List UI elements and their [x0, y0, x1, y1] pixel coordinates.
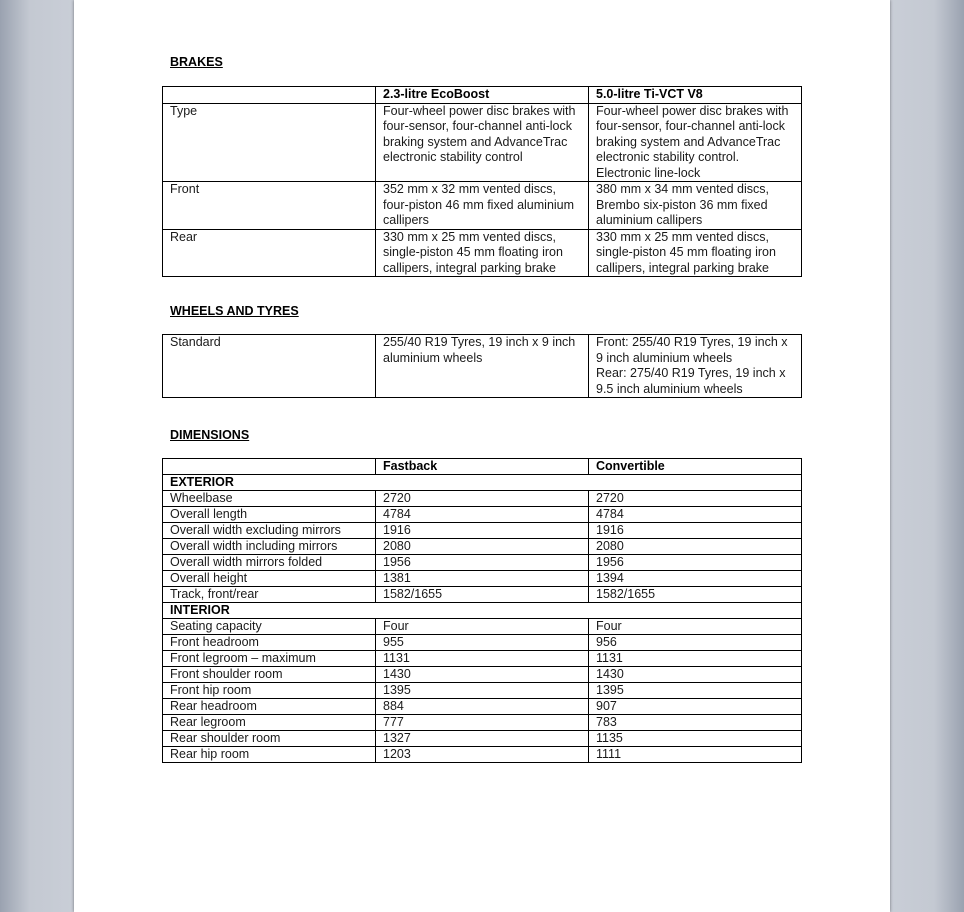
- row-label: Overall width excluding mirrors: [163, 523, 376, 539]
- table-row: [163, 571, 802, 587]
- section-label: EXTERIOR: [163, 475, 802, 491]
- dimensions-header-cell: Convertible: [589, 459, 802, 475]
- table-row: [163, 229, 802, 277]
- table-cell: 1394: [589, 571, 802, 587]
- table-cell: Four-wheel power disc brakes with four-sensor, four-channel anti-lock braking system and AdvanceTrac electronic stability control: [376, 103, 589, 182]
- table-row: [163, 491, 802, 507]
- table-row: [163, 103, 802, 182]
- table-cell: 1395: [589, 683, 802, 699]
- row-label: Overall width including mirrors: [163, 539, 376, 555]
- row-label: Rear shoulder room: [163, 731, 376, 747]
- table-cell: 1582/1655: [589, 587, 802, 603]
- wheels-table: [162, 334, 802, 398]
- table-row: [163, 747, 802, 763]
- row-label: Overall width mirrors folded: [163, 555, 376, 571]
- dimensions-heading: DIMENSIONS: [170, 428, 250, 442]
- dimensions-header-cell: [163, 459, 376, 475]
- table-row: [163, 619, 802, 635]
- table-cell: 1956: [376, 555, 589, 571]
- table-cell: 1582/1655: [376, 587, 589, 603]
- table-cell: 1430: [376, 667, 589, 683]
- row-label: Rear hip room: [163, 747, 376, 763]
- section-row-exterior: [163, 475, 802, 491]
- dimensions-table: [162, 458, 802, 763]
- table-cell: 2080: [589, 539, 802, 555]
- table-row: [163, 182, 802, 230]
- table-cell: 1131: [589, 651, 802, 667]
- brakes-header-cell: 5.0-litre Ti-VCT V8: [589, 87, 802, 104]
- table-cell: 380 mm x 34 mm vented discs, Brembo six-piston 36 mm fixed aluminium callipers: [589, 182, 802, 230]
- table-cell: 907: [589, 699, 802, 715]
- table-cell: 330 mm x 25 mm vented discs, single-piston 45 mm floating iron callipers, integral parking brake: [376, 229, 589, 277]
- table-row: [163, 539, 802, 555]
- row-label: Standard: [163, 335, 376, 398]
- table-cell: 1111: [589, 747, 802, 763]
- row-label: Overall height: [163, 571, 376, 587]
- rear-tyres-text: Rear: 275/40 R19 Tyres, 19 inch x 9.5 inch aluminium wheels: [596, 366, 786, 396]
- table-row: [163, 507, 802, 523]
- table-row: [163, 555, 802, 571]
- dimensions-header-cell: Fastback: [376, 459, 589, 475]
- table-cell: 2720: [376, 491, 589, 507]
- table-cell: 1203: [376, 747, 589, 763]
- row-label: Wheelbase: [163, 491, 376, 507]
- table-row: [163, 587, 802, 603]
- dimensions-header-row: [163, 459, 802, 475]
- table-row: [163, 335, 802, 398]
- brakes-header-cell: [163, 87, 376, 104]
- table-cell: 1916: [589, 523, 802, 539]
- row-label: Rear headroom: [163, 699, 376, 715]
- row-label: Front legroom – maximum: [163, 651, 376, 667]
- wheels-heading: WHEELS AND TYRES: [170, 304, 299, 318]
- table-row: [163, 699, 802, 715]
- table-cell: 2720: [589, 491, 802, 507]
- background-right: [890, 0, 964, 912]
- row-label: Rear: [163, 229, 376, 277]
- table-cell: Four-wheel power disc brakes with four-sensor, four-channel anti-lock braking system and AdvanceTrac electronic stability control. Electronic line-lock: [589, 103, 802, 182]
- table-cell: 1135: [589, 731, 802, 747]
- table-cell: 956: [589, 635, 802, 651]
- table-cell: 1327: [376, 731, 589, 747]
- table-cell: 4784: [589, 507, 802, 523]
- table-cell: 884: [376, 699, 589, 715]
- table-cell: 4784: [376, 507, 589, 523]
- section-row-interior: [163, 603, 802, 619]
- row-label: Seating capacity: [163, 619, 376, 635]
- table-cell: 330 mm x 25 mm vented discs, single-piston 45 mm floating iron callipers, integral parking brake: [589, 229, 802, 277]
- row-label: Front: [163, 182, 376, 230]
- row-label: Front hip room: [163, 683, 376, 699]
- table-cell: 777: [376, 715, 589, 731]
- table-cell: 2080: [376, 539, 589, 555]
- row-label: Overall length: [163, 507, 376, 523]
- row-label: Front shoulder room: [163, 667, 376, 683]
- brakes-header-cell: 2.3-litre EcoBoost: [376, 87, 589, 104]
- table-cell: 783: [589, 715, 802, 731]
- table-row: [163, 523, 802, 539]
- table-row: [163, 731, 802, 747]
- row-label: Front headroom: [163, 635, 376, 651]
- table-cell: 955: [376, 635, 589, 651]
- table-cell: 1131: [376, 651, 589, 667]
- section-label: INTERIOR: [163, 603, 802, 619]
- table-row: [163, 667, 802, 683]
- table-row: [163, 715, 802, 731]
- front-tyres-text: Front: 255/40 R19 Tyres, 19 inch x 9 inch aluminium wheels: [596, 335, 788, 365]
- table-row: [163, 635, 802, 651]
- table-cell: 1395: [376, 683, 589, 699]
- brakes-heading: BRAKES: [170, 55, 223, 69]
- brakes-header-row: [163, 87, 802, 104]
- table-cell: 255/40 R19 Tyres, 19 inch x 9 inch aluminium wheels: [376, 335, 589, 398]
- table-cell: Four: [376, 619, 589, 635]
- table-cell: Four: [589, 619, 802, 635]
- table-row: [163, 651, 802, 667]
- brakes-table: [162, 86, 802, 277]
- table-cell: 1381: [376, 571, 589, 587]
- table-cell: 1430: [589, 667, 802, 683]
- row-label: Track, front/rear: [163, 587, 376, 603]
- row-label: Type: [163, 103, 376, 182]
- table-cell: [589, 335, 802, 398]
- table-cell: 352 mm x 32 mm vented discs, four-piston 46 mm fixed aluminium callipers: [376, 182, 589, 230]
- table-cell: 1956: [589, 555, 802, 571]
- table-row: [163, 683, 802, 699]
- document-page: [74, 0, 890, 912]
- table-cell: 1916: [376, 523, 589, 539]
- row-label: Rear legroom: [163, 715, 376, 731]
